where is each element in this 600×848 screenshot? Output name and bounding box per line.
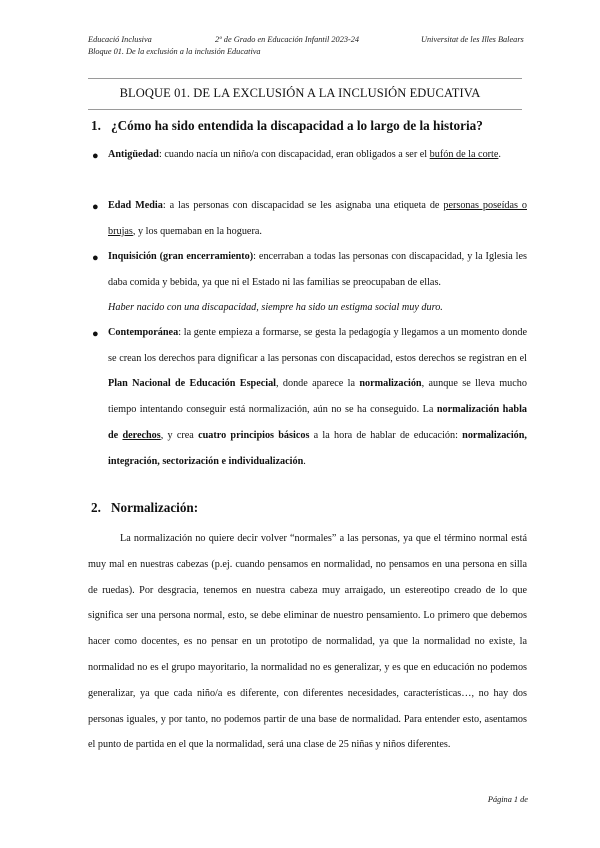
header-right: Universitat de les Illes Balears <box>421 35 524 44</box>
italic-note: Haber nacido con una discapacidad, siempre ha sido un estigma social muy duro. <box>108 302 443 314</box>
bullet-icon: ● <box>92 252 99 264</box>
bold-plan-nacional: Plan Nacional de Educación Especial <box>108 378 276 390</box>
bold-derechos: derechos <box>122 429 161 441</box>
list-item-inquisicion <box>108 244 527 321</box>
section-2-number: 2. <box>91 500 101 515</box>
text-c5: a la hora de hablar de educación: <box>309 429 463 441</box>
header-subtitle: Bloque 01. De la exclusión a la inclusión Educativa <box>88 47 261 56</box>
text-c6: . <box>303 455 306 467</box>
text-c3: , aunque se lleva mucho tiempo intentando conseguir está normalización, aún no se ha conseguido. La <box>108 378 527 416</box>
end-edad-media: , y los quemaban en la hoguera. <box>132 225 262 237</box>
header-left: Educació Inclusiva <box>88 35 152 44</box>
divider-bottom <box>88 109 522 110</box>
section-2-heading <box>91 500 198 516</box>
text-c4: , y crea <box>160 429 199 441</box>
term-inquisicion: Inquisición (gran encerramiento) <box>108 251 254 262</box>
bullet-icon: ● <box>92 201 99 213</box>
term-contemporanea: Contemporánea <box>108 327 179 338</box>
text-inquisicion: : encerraban a todas las personas con discapacidad, y la Iglesia les daba comida y bebida, ya que ni el Estado ni las familias se preocupaban de ellas. <box>108 251 527 288</box>
page-title: BLOQUE 01. DE LA EXCLUSIÓN A LA INCLUSIÓN EDUCATIVA <box>119 86 481 100</box>
underline-poseidas: personas poseídas o brujas <box>108 200 527 237</box>
text-edad-media: : a las personas con discapacidad se les asignaba una etiqueta de <box>162 200 444 211</box>
list-item-edad-media <box>108 193 527 244</box>
bullet-icon: ● <box>92 150 99 162</box>
section-2-title: Normalización: <box>111 500 199 515</box>
list-item-antiguedad <box>108 142 527 168</box>
section-1-number: 1. <box>91 118 101 133</box>
header-center: 2º de Grado en Educación Infantil 2023-24 <box>215 35 360 44</box>
text-antiguedad: : cuando nacía un niño/a con discapacidad, eran obligados a ser el <box>158 149 430 160</box>
text-c2: , donde aparece la <box>276 378 360 390</box>
normalization-paragraph: La normalización no quiere decir volver “normales” a las personas, ya que el término normal está muy mal en nuestras cabezas (p.ej. cuando pensamos en normalidad, no pensamos en una persona en silla de ruedas). Por desgracia, tenemos en nuestra cabeza muy arraigado, un estereotipo creado de lo que significa ser una persona normal, esto, se debe eliminar de nuestro pensamiento. Lo primero que debemos hacer como docentes, es no pensar en un prototipo de normalidad, ya que la normalidad no existe, la normalidad no es el grupo mayoritario, la normalidad no es generalizar, y es que en educación no podemos generalizar, ya que cada niño/a es diferente, con diferentes necesidades, características…, no hay dos personas iguales, y por tanto, no podemos partir de una base de normalidad. Para entender esto, asentamos el punto de partida en el que la normalidad, será una clase de 25 niñas y niños diferentes. <box>88 533 527 751</box>
section-1-title: ¿Cómo ha sido entendida la discapacidad a lo largo de la historia? <box>111 118 483 133</box>
bold-principles-list: normalización, integración, sectorización e individualización <box>108 429 527 467</box>
page-number: Página 1 de <box>487 795 528 804</box>
divider-top <box>88 78 522 79</box>
bold-principios: cuatro principios básicos <box>198 429 310 441</box>
underline-bufon: bufón de la corte <box>429 149 499 160</box>
text-c1: : la gente empieza a formarse, se gesta la pedagogía y llegamos a un momento donde se crean los derechos para dignificar a las personas con discapacidad, estos derechos se registran en el <box>108 327 527 364</box>
term-antiguedad: Antigüedad <box>108 149 159 160</box>
term-edad-media: Edad Media <box>108 200 163 211</box>
bold-normalizacion: normalización <box>359 378 422 390</box>
list-item-contemporanea <box>108 320 527 474</box>
bullet-icon: ● <box>92 328 99 340</box>
end-antiguedad: . <box>498 149 501 160</box>
section-1-heading <box>91 118 483 134</box>
bold-habla: normalización habla de <box>108 404 528 441</box>
